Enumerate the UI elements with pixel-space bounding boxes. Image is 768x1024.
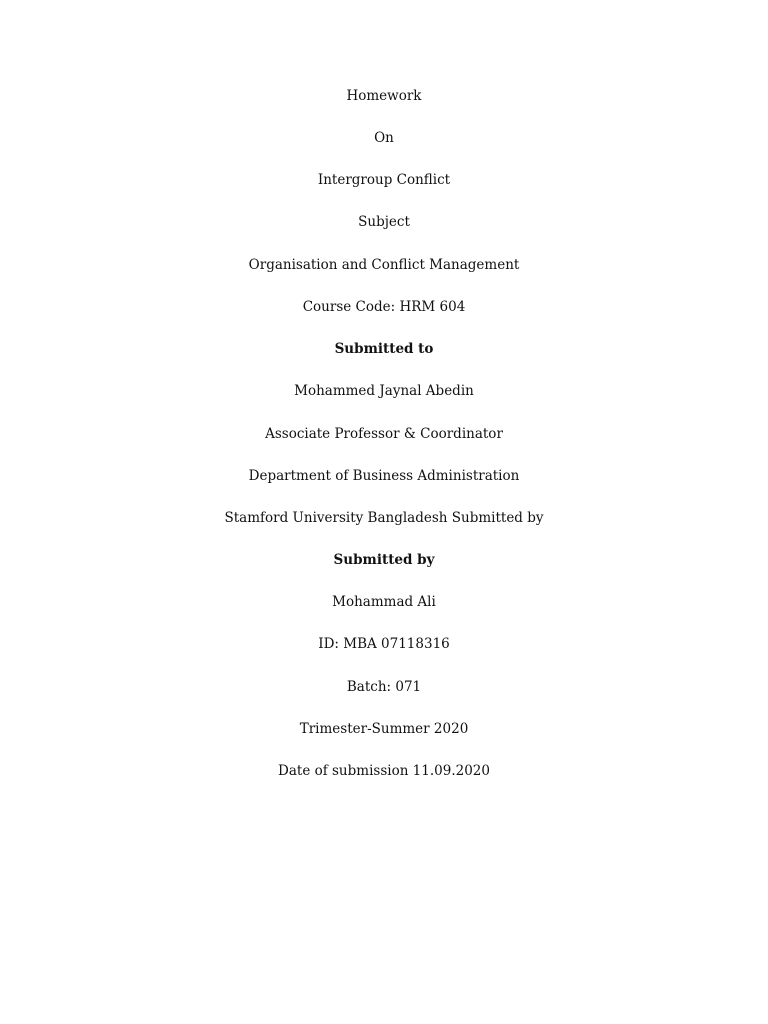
recipient-title: Associate Professor & Coordinator xyxy=(265,426,503,442)
recipient-department: Department of Business Administration xyxy=(248,468,520,484)
student-name: Mohammad Ali xyxy=(332,594,436,610)
course-code: Course Code: HRM 604 xyxy=(302,299,466,315)
on-text: On xyxy=(374,130,394,146)
student-trimester: Trimester-Summer 2020 xyxy=(299,721,469,737)
subject-label: Subject xyxy=(358,214,410,230)
topic-text: Intergroup Conflict xyxy=(317,172,451,188)
submitted-to-heading: Submitted to xyxy=(334,341,434,357)
submission-date: Date of submission 11.09.2020 xyxy=(278,763,490,779)
submitted-by-heading: Submitted by xyxy=(333,552,435,568)
subject-text: Organisation and Conflict Management xyxy=(248,257,520,273)
recipient-university: Stamford University Bangladesh Submitted by xyxy=(224,510,544,526)
recipient-name: Mohammed Jaynal Abedin xyxy=(294,383,474,399)
student-batch: Batch: 071 xyxy=(346,679,422,695)
student-id: ID: MBA 07118316 xyxy=(318,636,450,652)
homework-title: Homework xyxy=(346,88,422,104)
